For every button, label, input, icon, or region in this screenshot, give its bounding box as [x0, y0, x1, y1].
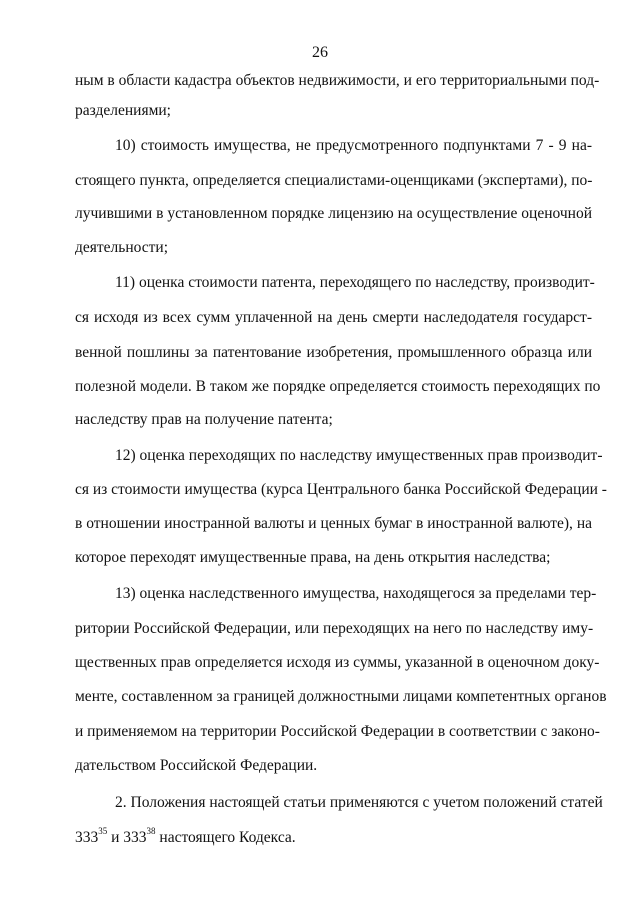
text-line: стоящего пункта, определяется специалистами-оценщиками (экспертами), по- — [75, 172, 593, 189]
article-superscript: 38 — [146, 825, 156, 836]
text-line: 12) оценка переходящих по наследству имущественных прав производит- — [115, 447, 603, 464]
text-line: ным в области кадастра объектов недвижимости, и его территориальными под- — [75, 72, 600, 89]
text-line: полезной модели. В таком же порядке определяется стоимость переходящих по — [75, 378, 601, 395]
text-line: наследству прав на получение патента; — [75, 411, 333, 428]
text-line: 10) стоимость имущества, не предусмотренного подпунктами 7 - 9 на- — [115, 137, 592, 154]
text-line: которое переходят имущественные права, на день открытия наследства; — [75, 549, 551, 566]
text-line: лучившими в установленном порядке лицензию на осуществление оценочной — [75, 205, 592, 222]
text-line: дательством Российской Федерации. — [75, 757, 318, 774]
page-number: 26 — [312, 44, 328, 61]
article-number: 333 — [123, 829, 147, 846]
article-reference-line — [75, 825, 296, 847]
conjunction-text: и — [107, 829, 124, 846]
text-line: 2. Положения настоящей статьи применяются с учетом положений статей — [115, 794, 603, 811]
text-line: и применяемом на территории Российской Федерации в соответствии с законо- — [75, 723, 600, 740]
text-line: ритории Российской Федерации, или переходящих на него по наследству иму- — [75, 620, 594, 637]
article-superscript: 35 — [98, 825, 108, 836]
closing-text: настоящего Кодекса. — [155, 829, 296, 846]
text-line: разделениями; — [75, 102, 171, 119]
text-line: ся исходя из всех сумм уплаченной на день смерти наследодателя государст- — [75, 309, 592, 326]
text-line: щественных прав определяется исходя из суммы, указанной в оценочном доку- — [75, 654, 600, 671]
article-number: 333 — [75, 829, 99, 846]
text-line: ся из стоимости имущества (курса Центрального банка Российской Федерации - — [75, 481, 607, 498]
text-line: в отношении иностранной валюты и ценных бумаг в иностранной валюте), на — [75, 515, 592, 532]
text-line: венной пошлины за патентование изобретения, промышленного образца или — [75, 344, 592, 361]
text-line: деятельности; — [75, 239, 169, 256]
text-line: 13) оценка наследственного имущества, находящегося за пределами тер- — [115, 585, 597, 602]
text-line: 11) оценка стоимости патента, переходящего по наследству, производит- — [115, 274, 595, 291]
text-line: менте, составленном за границей должностными лицами компетентных органов — [75, 688, 607, 705]
